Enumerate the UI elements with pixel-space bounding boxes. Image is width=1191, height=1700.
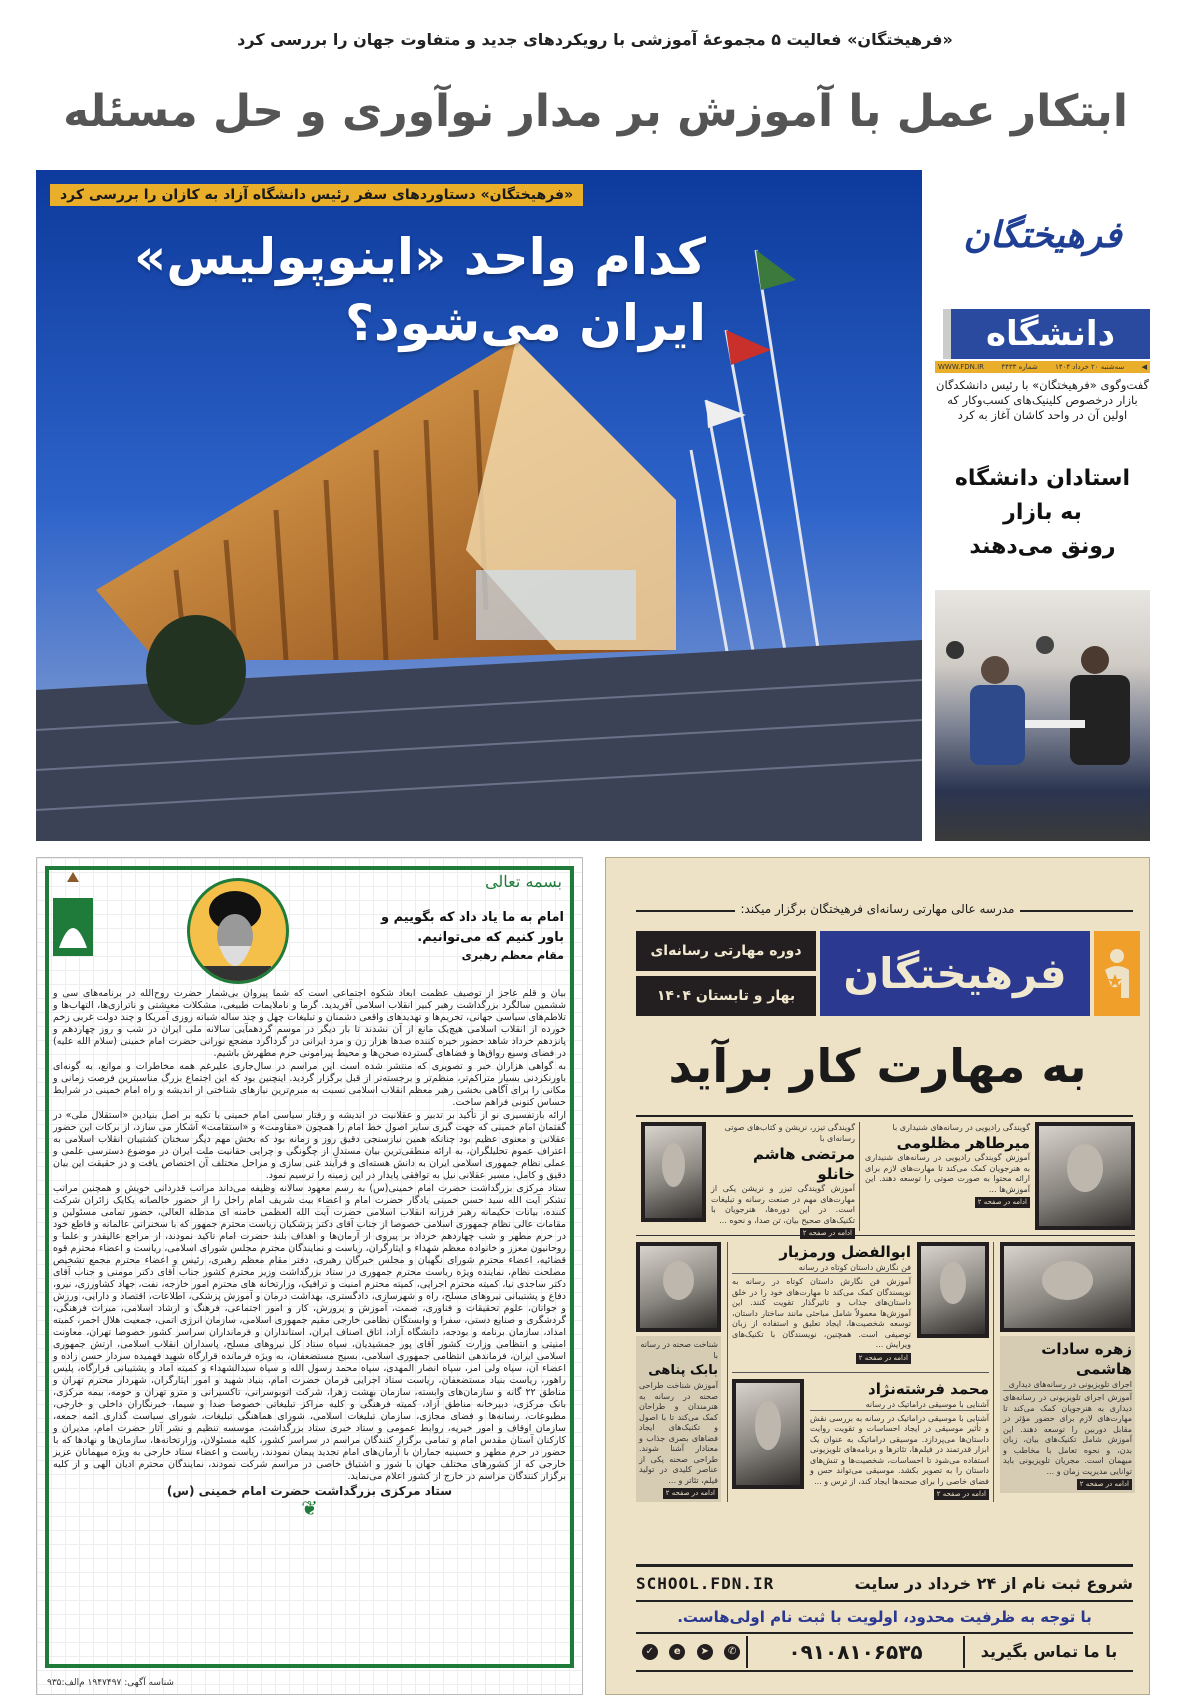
instructor-topic: اجرای تلویزیونی در رسانه‌های دیداری bbox=[1003, 1379, 1132, 1391]
instructor-name: میرطاهر مظلومی bbox=[896, 1134, 1030, 1152]
main-title-line1: کدام واحد «اینوپولیس» bbox=[134, 228, 706, 286]
continue-link[interactable]: ادامه در صفحه ۲ bbox=[1077, 1479, 1132, 1490]
main-title-line2: ایران می‌شود؟ bbox=[345, 294, 706, 352]
instructor-desc: آموزش گویندگی رادیویی در رسانه‌های شنیداری به هنرجویان کمک می‌کند تا مهارت‌های لازم برای ارائه محتوا به صورت صوتی را توسعه دهند. این آموزش‌ها ... bbox=[865, 1153, 1030, 1194]
main-story-photo[interactable] bbox=[36, 170, 922, 841]
paragraph: ستاد مرکزی بزرگداشت حضرت امام خمینی(س) به رسم معهود سالانه وظیفه می‌داند مراتب قدردانی خویش و همچنین مراتب تشکر آیت الله سید حسن خمینی یادگار حضرت امام و اعضاء بیت شریف امام راحل را از حضور خالصانه یکایک زائران شرکت کننده، بیانات حکیمانه رهبر فرزانه انقلاب اسلامی حضرت آیت الله العظمی خامنه ای مدظله العالی، حضور تمامی مسئولین و مقامات عالی نظام جمهوری اسلامی خصوصا از جناب آقای دکتر پزشکیان ریاست محترم جمهور که با سخنرانی عالمانه و قاطع خود در حرم مطهر و شب چهاردهم خرداد بر پیروی از آرمان‌ها و اهداف بلند حضرت امام تاکید نمودند، از مراجع عالیقدر و علما و روحانیون معزز و خانواده معظم شهداء و ایثارگران، ریاست و نمایندگان محترم مجلس شورای اسلامی، ریاست و اعضاء محترم قوه قضائیه، اعضاء محترم شورای نگهبان و مجلس خبرگان رهبری، دفتر مقام معظم رهبری، رئیس و اعضاء محترم مجمع تشخیص مصلحت نظام، نماینده ویژه ریاست محترم جمهوری در ستاد بزرگداشت وزیر محترم کشور جناب آقای دکتر مومنی و جناب آقای دکتر ساجدی نیا، کمیته محترم اجرایی، کمیته محترم امنیت و ترافیک، وزارتخانه های محترم امور خارجه، نفت، جهاد کشاورزی، نیرو، دفاع و پشتیبانی نیروهای مسلح، راه و شهرسازی، دادگستری، بهداشت درمان و آموزش پزشکی، اطلاعات، اقتصاد و دارایی، ورزش و جوانان، علوم تحقیقات و فناوری، صمت، آموزش و پرورش، کار و امور اجتماعی، فرهنگ و ارشاد اسلامی، میراث فرهنگی، گردشگری و صنایع دستی، سفرا و وابستگان نظامی خارجی مقیم جمهوری اسلامی، سازمان انرژی اتمی، جمعیت هلال احمر، کمیته امداد، سازمان برنامه و بودجه، دانشگاه آزاد، اتاق اصناف ایران، استانداران و فرمانداران سراسر کشور خصوصا تهران، معاونت امنیتی و انتظامی وزارت کشور آقای پور جمشیدیان، سپاه ستاد کل نیروهای مسلح، پاسداران انقلاب اسلامی، ارتش جمهوری اسلامی ایران، فرماندهی انتظامی جمهوری اسلامی، بسیج مستضعفان، به ویژه فرمانده قرارگاه شهید فهمیده سردار حسن زاده و اعضاء آن، سپاه ولی امر، سپاه انصار المهدی، سپاه محمد رسول الله و سپاه سیدالشهداء و کمیته آماد و پشتیبانی قرارگاه، پلیس راهور، ریاست بنیاد مستضعفان، ریاست ستاد اجرایی فرمان حضرت امام، بنیاد شهید و امور ایثارگران، شهردار محترم تهران و مناطق ۲۲ گانه و سازمان‌های وابسته، سازمان بهشت زهرا، شرکت اتوبوسرانی، تاکسیرانی و مترو تهران و حومه، بیمه مرکزی، بانک مرکزی، دبیرخانه مناطق آزاد، کمیته فرهنگی و کلیه مراکز تبلیغاتی خصوصا صدا و سیما، خبرنگاران داخلی و خارجی، مطبوعات، رسانه‌ها و فضای مجازی، سازمان تبلیغات اسلامی، شورای هماهنگی تبلیغات، شورای سیاست گذاری ائمه جمعه، سازمان اوقاف و امور خیریه، روابط عمومی و ستاد خبری ستاد بزرگداشت، موسسه تنظیم و نشر آثار حضرت امام، مدیران و کارکنان آستان مقدس امام و تمامی برگزار کنندگان مراسم در سراسر کشور، کلیه مسئولان، وزارتخانه‌ها، سازمان‌ها و نهادها که با حضور در حرم مطهر و حسینیه جماران با آرمان‌های امام تجدید پیمان نمودند، ریاست و اعضاء ستاد خارجی به ویژه میهمانان عزیز خارجی که از کشورهای مختلف جهان با شور و اشتیاق خاصی در مراسم شرکت نمودند، نمایندگان محترم ادیان الهی و از کلیه برگزار کنندگان مراسم در خارج از کشور اعلام می‌نماید. bbox=[53, 1183, 566, 1482]
announcement-body bbox=[53, 988, 566, 1519]
course-title: دوره مهارتی رسانه‌ای bbox=[636, 931, 816, 971]
side-story-teaser: گفت‌وگوی «فرهیختگان» با رئیس دانشکدگان بازار درخصوص کلینیک‌های کسب‌وکار که اولین آن در واحد کاشان آغاز به کرد bbox=[936, 378, 1149, 422]
instructor-card[interactable] bbox=[732, 1242, 911, 1364]
eitaa-icon[interactable]: e bbox=[669, 1644, 685, 1660]
continue-link[interactable]: ادامه در صفحه ۲ bbox=[663, 1488, 718, 1499]
mosque-logo-icon bbox=[51, 868, 95, 960]
whatsapp-icon[interactable]: ✆ bbox=[724, 1644, 740, 1660]
instructor-card[interactable] bbox=[865, 1122, 1030, 1231]
instructor-card[interactable] bbox=[711, 1122, 860, 1237]
portrait-image bbox=[187, 881, 286, 984]
arrow-icon: ◀ bbox=[1141, 363, 1147, 371]
instructor-photo bbox=[917, 1242, 989, 1338]
side-story-title[interactable] bbox=[935, 462, 1150, 564]
instructor-desc: آموزش شناخت طراحی صحنه در رسانه به هنرمندان و طراحان کمک می‌کند تا با اصول و تکنیک‌های ایجاد فضاهای بصری جذاب و معنادار آشنا شوند. طراحی صحنه یکی از عناصر کلیدی در تولید فیلم، تئاتر و ... bbox=[639, 1381, 718, 1485]
paragraph: ارائه بازتفسیری نو از تأکید بر تدبیر و عقلانیت در اندیشه و رفتار سیاسی امام خمینی با تکیه بر اصل بنیادین «استقلال ملی» در گفتمان امام خمینی که جهت گیری سایر اصول خط امام را همچون «مقاومت» و «استقامت» آشکار می سازد، از برکات این حضور عقلانی و معنوی عظیم بود چنانکه همین نیازسنجی دقیق روز و زمانه بود که بخش مهم دیگر سخنان کشتیبان انقلاب اسلامی به اعتراف عموم تحلیلگران، به ارائه منطقی‌ترین بیان مستدل از چگونگی و چرایی حقانیت ملت ایران در موضوع دسترسی علمی و عملی نظام جمهوری اسلامی ایران به دانش هسته‌ای و فرآیند غنی سازی و مراحل مختلف آن اختصاص یافت و در حقیقت این بیان دقیق و کامل، مسیر عقلانی نیل به توافقی پایدار در این زمینه را ترسیم نمود. bbox=[53, 1110, 566, 1181]
registration-text: شروع ثبت نام از ۲۴ خرداد در سایت bbox=[854, 1573, 1133, 1593]
instructor-photo bbox=[641, 1122, 706, 1222]
instructors-row bbox=[636, 1242, 1135, 1502]
instructor-name: محمد فرشته‌نژاد bbox=[868, 1379, 989, 1398]
website-link[interactable]: WWW.FDN.IR bbox=[938, 363, 985, 371]
imam-portrait bbox=[187, 878, 289, 984]
instructor-topic: گویندگی رادیویی در رسانه‌های شنیداری با bbox=[892, 1123, 1030, 1132]
top-kicker: «فرهیختگان» فعالیت ۵ مجموعهٔ آموزشی با رویکردهای جدید و متفاوت جهان را بررسی کرد bbox=[237, 30, 953, 49]
continue-link[interactable]: ادامه در صفحه ۲ bbox=[800, 1228, 855, 1239]
instructor-photo bbox=[1035, 1122, 1135, 1230]
expo-people-image bbox=[935, 590, 1150, 841]
contact-label: با ما تماس بگیرید bbox=[963, 1636, 1133, 1668]
instructor-desc: آشنایی با موسیقی دراماتیک در رسانه به بررسی نقش و تأثیر موسیقی در ایجاد احساسات و تقویت روایت داستان‌ها می‌پردازد. موسیقی دراماتیک به عنوان یک ابزار قدرتمند در فیلم‌ها، تئاترها و برنامه‌های تلویزیونی استفاده می‌شود تا احساسات، شخصیت‌ها و تنش‌های داستان را به تصویر بکشد. موسیقی می‌تواند حس و فضای خاصی را برای صحنه‌ها ایجاد کند، از ترس و ... bbox=[810, 1413, 989, 1486]
side-title-line1: استادان دانشگاه bbox=[954, 466, 1131, 491]
continue-link[interactable]: ادامه در صفحه ۲ bbox=[975, 1197, 1030, 1208]
newspaper-logo: فرهیختگان bbox=[963, 214, 1122, 256]
quote-source: مقام معظم رهبری bbox=[461, 949, 564, 962]
instructor-topic: شناخت صحنه در رسانه با bbox=[640, 1340, 718, 1360]
announcement-signature: ستاد مرکزی بزرگداشت حضرت امام خمینی (س) bbox=[166, 1484, 453, 1498]
brand-icon bbox=[1094, 931, 1140, 1016]
besmellah-calligraphy: بسمه تعالی bbox=[485, 872, 562, 891]
instructor-column bbox=[636, 1242, 721, 1502]
instructor-card[interactable] bbox=[810, 1379, 989, 1501]
leader-quote bbox=[314, 908, 564, 964]
media-school-ad[interactable] bbox=[605, 857, 1150, 1695]
main-story-kicker: «فرهیختگان» دستاوردهای سفر رئیس دانشگاه آزاد به کازان را بررسی کرد bbox=[50, 184, 583, 206]
instructor-desc: آموزش اجرای تلویزیونی در رسانه‌های دیداری به هنرجویان کمک می‌کند تا مهارت‌های لازم برای حضور مؤثر در مقابل دوربین را توسعه دهند. این آموزش شامل تکنیک‌های بیان، زبان بدن، و نحوه تعامل با مخاطب و میهمان است. مجریان تلویزیونی باید توانایی مدیریت زمان و ... bbox=[1003, 1393, 1132, 1476]
phone-number[interactable]: ۰۹۱۰۸۱۰۶۵۳۵ bbox=[746, 1636, 963, 1668]
side-title-line3: رونق می‌دهند bbox=[969, 534, 1116, 559]
ad-id: شناسه آگهی: ۱۹۴۷۴۹۷ م‌الف:۹۳۵ bbox=[47, 1678, 174, 1688]
social-icons bbox=[636, 1644, 746, 1660]
instructor-block bbox=[732, 1242, 989, 1364]
continue-link[interactable]: ادامه در صفحه ۲ bbox=[934, 1489, 989, 1500]
instructor-name: بابک پناهی bbox=[648, 1363, 718, 1378]
bale-icon[interactable]: ✓ bbox=[642, 1644, 658, 1660]
issue-date: سه‌شنبه ۲۰ خرداد ۱۴۰۴ bbox=[1055, 363, 1125, 371]
instructor-topic: فن نگارش داستان کوتاه در رسانه bbox=[732, 1262, 911, 1274]
registration-url[interactable]: SCHOOL.FDN.IR bbox=[636, 1573, 775, 1593]
course-season: بهار و تابستان ۱۴۰۴ bbox=[636, 976, 816, 1016]
instructor-desc: آموزش گویندگی تیزر و نریشن یکی از مهارت‌های مهم در صنعت رسانه و تبلیغات است. در این دوره‌ها، هنرجویان با تکنیک‌های صحیح بیان، تن صدا، و نحوه ... bbox=[711, 1184, 855, 1225]
issue-number: شماره ۴۴۳۳ bbox=[1001, 363, 1038, 371]
announcement-ad bbox=[36, 857, 583, 1695]
registration-line bbox=[636, 1568, 1133, 1598]
ad-brand: فرهیختگان bbox=[820, 931, 1090, 1016]
ad-headline: به مهارت کار برآید bbox=[668, 1039, 1087, 1093]
instructor-topic: گویندگی تیزر، نریشن و کتاب‌های صوتی رسانه‌ای با bbox=[724, 1123, 855, 1143]
quote-line2: باور کنیم که می‌توانیم. bbox=[417, 930, 564, 945]
instructor-column bbox=[1000, 1242, 1135, 1502]
instructor-desc: آموزش فن نگارش داستان کوتاه در رسانه به نویسندگان کمک می‌کند تا مهارت‌های خود را در خلق داستان‌های جذاب و تاثیرگذار تقویت کنند. این آموزش‌ها معمولاً شامل مباحثی مانند ساختار داستان، توسعه شخصیت‌ها، ایجاد تعلیق و استفاده از زبان توصیفی است. همچنین، نویسندگان با تکنیک‌های ویرایش ... bbox=[732, 1277, 911, 1349]
instructor-card[interactable] bbox=[636, 1336, 721, 1502]
ad-intro bbox=[606, 902, 1149, 916]
instructor-block bbox=[732, 1372, 989, 1501]
paragraph: به گواهی هزاران خبر و تصویری که منتشر شده است این مراسم در سال‌جاری علیرغم همه مخاطرات و موانع، به گونه‌ای باورنکردنی بسیار متراکم‌تر، منظم‌تر و برجسته‌تر از قبل برگزار گردید. اینچنین بود که این اجتماع بزرگ مناسبترین فرصت زمانی و مکانی را برای آگاهی بخشی رهبر معظم انقلاب اسلامی نسبت به مبرم‌ترین نیازهای شناختی از اندیشه و راه امام خمینی در شرایط حساس کنونی فراهم ساخت. bbox=[53, 1061, 566, 1108]
paragraph: بیان و قلم عاجز از توصیف عظمت ابعاد شکوه اجتماعی است که شما پیروان بی‌شمار حضرت روح‌الله در برنامه‌های سی و ششمین سالگرد بزرگداشت رهبر کبیر انقلاب اسلامی آفریدید. گرما و ناملایمات طبیعی، مشکلات معیشتی و ناترازی‌ها، التهاب‌ها و تلاطم‌های سیاسی جهانی، تحریم‌ها و تهدیدهای واقعی دشمنان و تبلیغات چهل و چند ساله شبانه روزی آمریکا و چند دولت غربی زخم خورده از انقلاب اسلامی هیچ‌یک مانع از آن نشدند تا بار دیگر در موسم گردهمآیی سالانه ملی ایران در شب و روز چهاردهم و پانزدهم خرداد شاهد حضور خیره کننده صدها هزار زن و مرد ایرانی در گرداگرد مضجع نورانی حضرت امام خمینی (سلام الله علیه) در فضای وسیع رواق‌ها و فضاهای گسترده صحن‌ها و محیط پیرامونی حرم مطهرش باشیم. bbox=[53, 988, 566, 1059]
instructor-card[interactable] bbox=[1000, 1336, 1135, 1493]
continue-link[interactable]: ادامه در صفحه ۲ bbox=[856, 1353, 911, 1364]
instructor-photo bbox=[1000, 1242, 1135, 1332]
ad-intro-text: مدرسه عالی مهارتی رسانه‌ای فرهیختگان برگزار میکند: bbox=[735, 902, 1021, 916]
main-story-title[interactable] bbox=[46, 224, 706, 356]
masthead-column bbox=[935, 170, 1150, 841]
section-title: دانشگاه bbox=[943, 309, 1150, 359]
instructor-name: مرتضی هاشم خانلو bbox=[753, 1145, 855, 1183]
quote-line1: امام به ما یاد داد که بگوییم و bbox=[380, 910, 564, 925]
date-strip bbox=[935, 361, 1150, 373]
instructor-topic: آشنایی با موسیقی دراماتیک در رسانه bbox=[810, 1399, 989, 1411]
floral-ornament-icon: ❦ bbox=[301, 1496, 318, 1520]
instructor-photo bbox=[636, 1242, 721, 1332]
contact-row bbox=[636, 1636, 1133, 1668]
telegram-icon[interactable]: ➤ bbox=[697, 1644, 713, 1660]
instructor-name: زهره سادات هاشمی bbox=[1041, 1340, 1132, 1378]
side-title-line2: به بازار bbox=[1003, 500, 1082, 525]
instructors-grid bbox=[636, 1122, 1135, 1558]
instructor-name: ابوالفضل ورمزیار bbox=[779, 1243, 911, 1261]
main-headline: ابتکار عمل با آموزش بر مدار نوآوری و حل مسئله bbox=[63, 86, 1128, 137]
instructors-row bbox=[636, 1122, 1135, 1236]
priority-note: با توجه به ظرفیت محدود، اولویت با ثبت نام اولی‌هاست. bbox=[677, 1608, 1092, 1626]
instructor-photo bbox=[732, 1379, 804, 1489]
instructor-column bbox=[727, 1242, 994, 1502]
side-story-photo[interactable] bbox=[935, 590, 1150, 841]
